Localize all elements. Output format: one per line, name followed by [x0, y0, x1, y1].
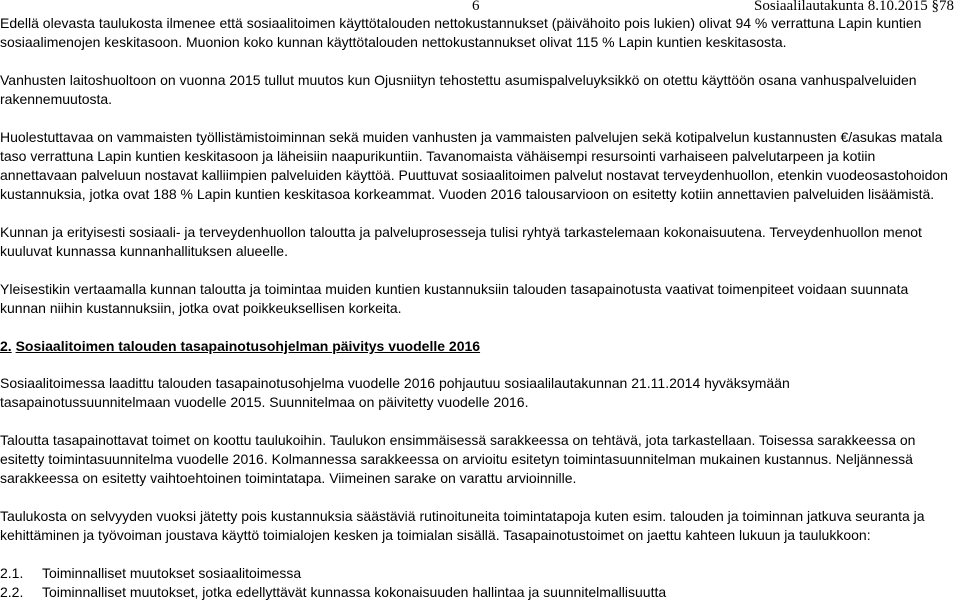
list-item	[0, 564, 954, 583]
paragraph: Edellä olevasta taulukosta ilmenee että sosiaalitoimen käyttötalouden nettokustannukset (päivähoito pois lukien) olivat 94 % verrattuna Lapin kuntien sosiaalimenojen keskitasoon. Muonion koko kunnan käyttötalouden nettokustannukset olivat 115 % Lapin kuntien keskitasosta.	[0, 15, 922, 50]
section-heading	[0, 337, 954, 356]
paragraph: Huolestuttavaa on vammaisten työllistämistoiminnan sekä muiden vanhusten ja vammaisten palvelujen sekä kotipalvelun kustannusten €/asukas matala taso verrattuna Lapin kuntien keskitasoon ja läheisiin naapurikuntiin. Tavanomaista vähäisempi resursointi varhaiseen palvelutarpeen ja kotiin annettavaan palveluun nostavat kalliimpien palveluiden käyttöä. Puuttuvat sosiaalitoimen palvelut nostavat terveydenhuollon, etenkin vuodeosastohoidon kustannuksia, jotka ovat 188 % Lapin kuntien keskitasoa korkeammat. Vuoden 2016 talousarvioon on esitetty kotiin annettavien palveluiden lisäämistä.	[0, 129, 948, 202]
paragraph: Yleisestikin vertaamalla kunnan taloutta ja toimintaa muiden kuntien kustannuksiin talouden tasapainotusta vaativat toimenpiteet voidaan suunnata kunnan niihin kustannuksiin, jotka ovat poikkeuksellisen korkeita.	[0, 281, 909, 316]
numbered-list	[0, 564, 954, 602]
document-body	[0, 14, 954, 602]
page-number: 6	[472, 0, 480, 14]
meeting-reference: Sosiaalilautakunta 8.10.2015 §78	[754, 0, 954, 14]
paragraph: Sosiaalitoimessa laadittu talouden tasapainotusohjelma vuodelle 2016 pohjautuu sosiaalilautakunnan 21.11.2014 hyväksymään tasapainotussuunnitelmaan vuodelle 2015. Suunnitelmaa on päivitetty vuodelle 2016.	[0, 375, 790, 410]
paragraph: Taloutta tasapainottavat toimet on koottu taulukoihin. Taulukon ensimmäisessä sarakkeessa on tehtävä, jota tarkastellaan. Toisessa sarakkeessa on esitetty toimintasuunnitelma vuodelle 2016. Kolmannessa sarakkeessa on arvioitu esitetyn toimintasuunnitelman mukainen kustannus. Neljännessä sarakkeessa on esitetty vaihtoehtoinen toimintatapa. Viimeinen sarake on varattu arvioinnille.	[0, 432, 916, 486]
paragraph: Kunnan ja erityisesti sosiaali- ja terveydenhuollon taloutta ja palveluprosesseja tulisi ryhtyä tarkastelemaan kokonaisuutena. Terveydenhuollon menot kuuluvat kunnassa kunnanhallituksen alueelle.	[0, 224, 922, 259]
list-item-number: 2.2.	[0, 584, 24, 600]
section-number: 2.	[0, 338, 12, 354]
paragraph: Taulukosta on selvyyden vuoksi jätetty pois kustannuksia säästäviä rutinoituneita toimintatapoja kuten esim. talouden ja toiminnan jatkuva seuranta ja kehittäminen ja työvoiman joustava käyttö toimialojen kesken ja toimialan sisällä. Tasapainotustoimet on jaettu kahteen lukuun ja taulukkoon:	[0, 508, 925, 543]
list-item-text: Toiminnalliset muutokset, jotka edellyttävät kunnassa kokonaisuuden hallintaa ja suunnitelmallisuutta	[42, 584, 667, 600]
list-item	[0, 583, 954, 602]
paragraph: Vanhusten laitoshuoltoon on vuonna 2015 tullut muutos kun Ojusniityn tehostettu asumispalveluyksikkö on otettu käyttöön osana vanhuspalveluiden rakennemuutosta.	[0, 72, 917, 107]
section-title: Sosiaalitoimen talouden tasapainotusohjelman päivitys vuodelle 2016	[15, 338, 481, 354]
page-header	[0, 0, 960, 14]
list-item-number: 2.1.	[0, 565, 24, 581]
list-item-text: Toiminnalliset muutokset sosiaalitoimessa	[42, 565, 302, 581]
